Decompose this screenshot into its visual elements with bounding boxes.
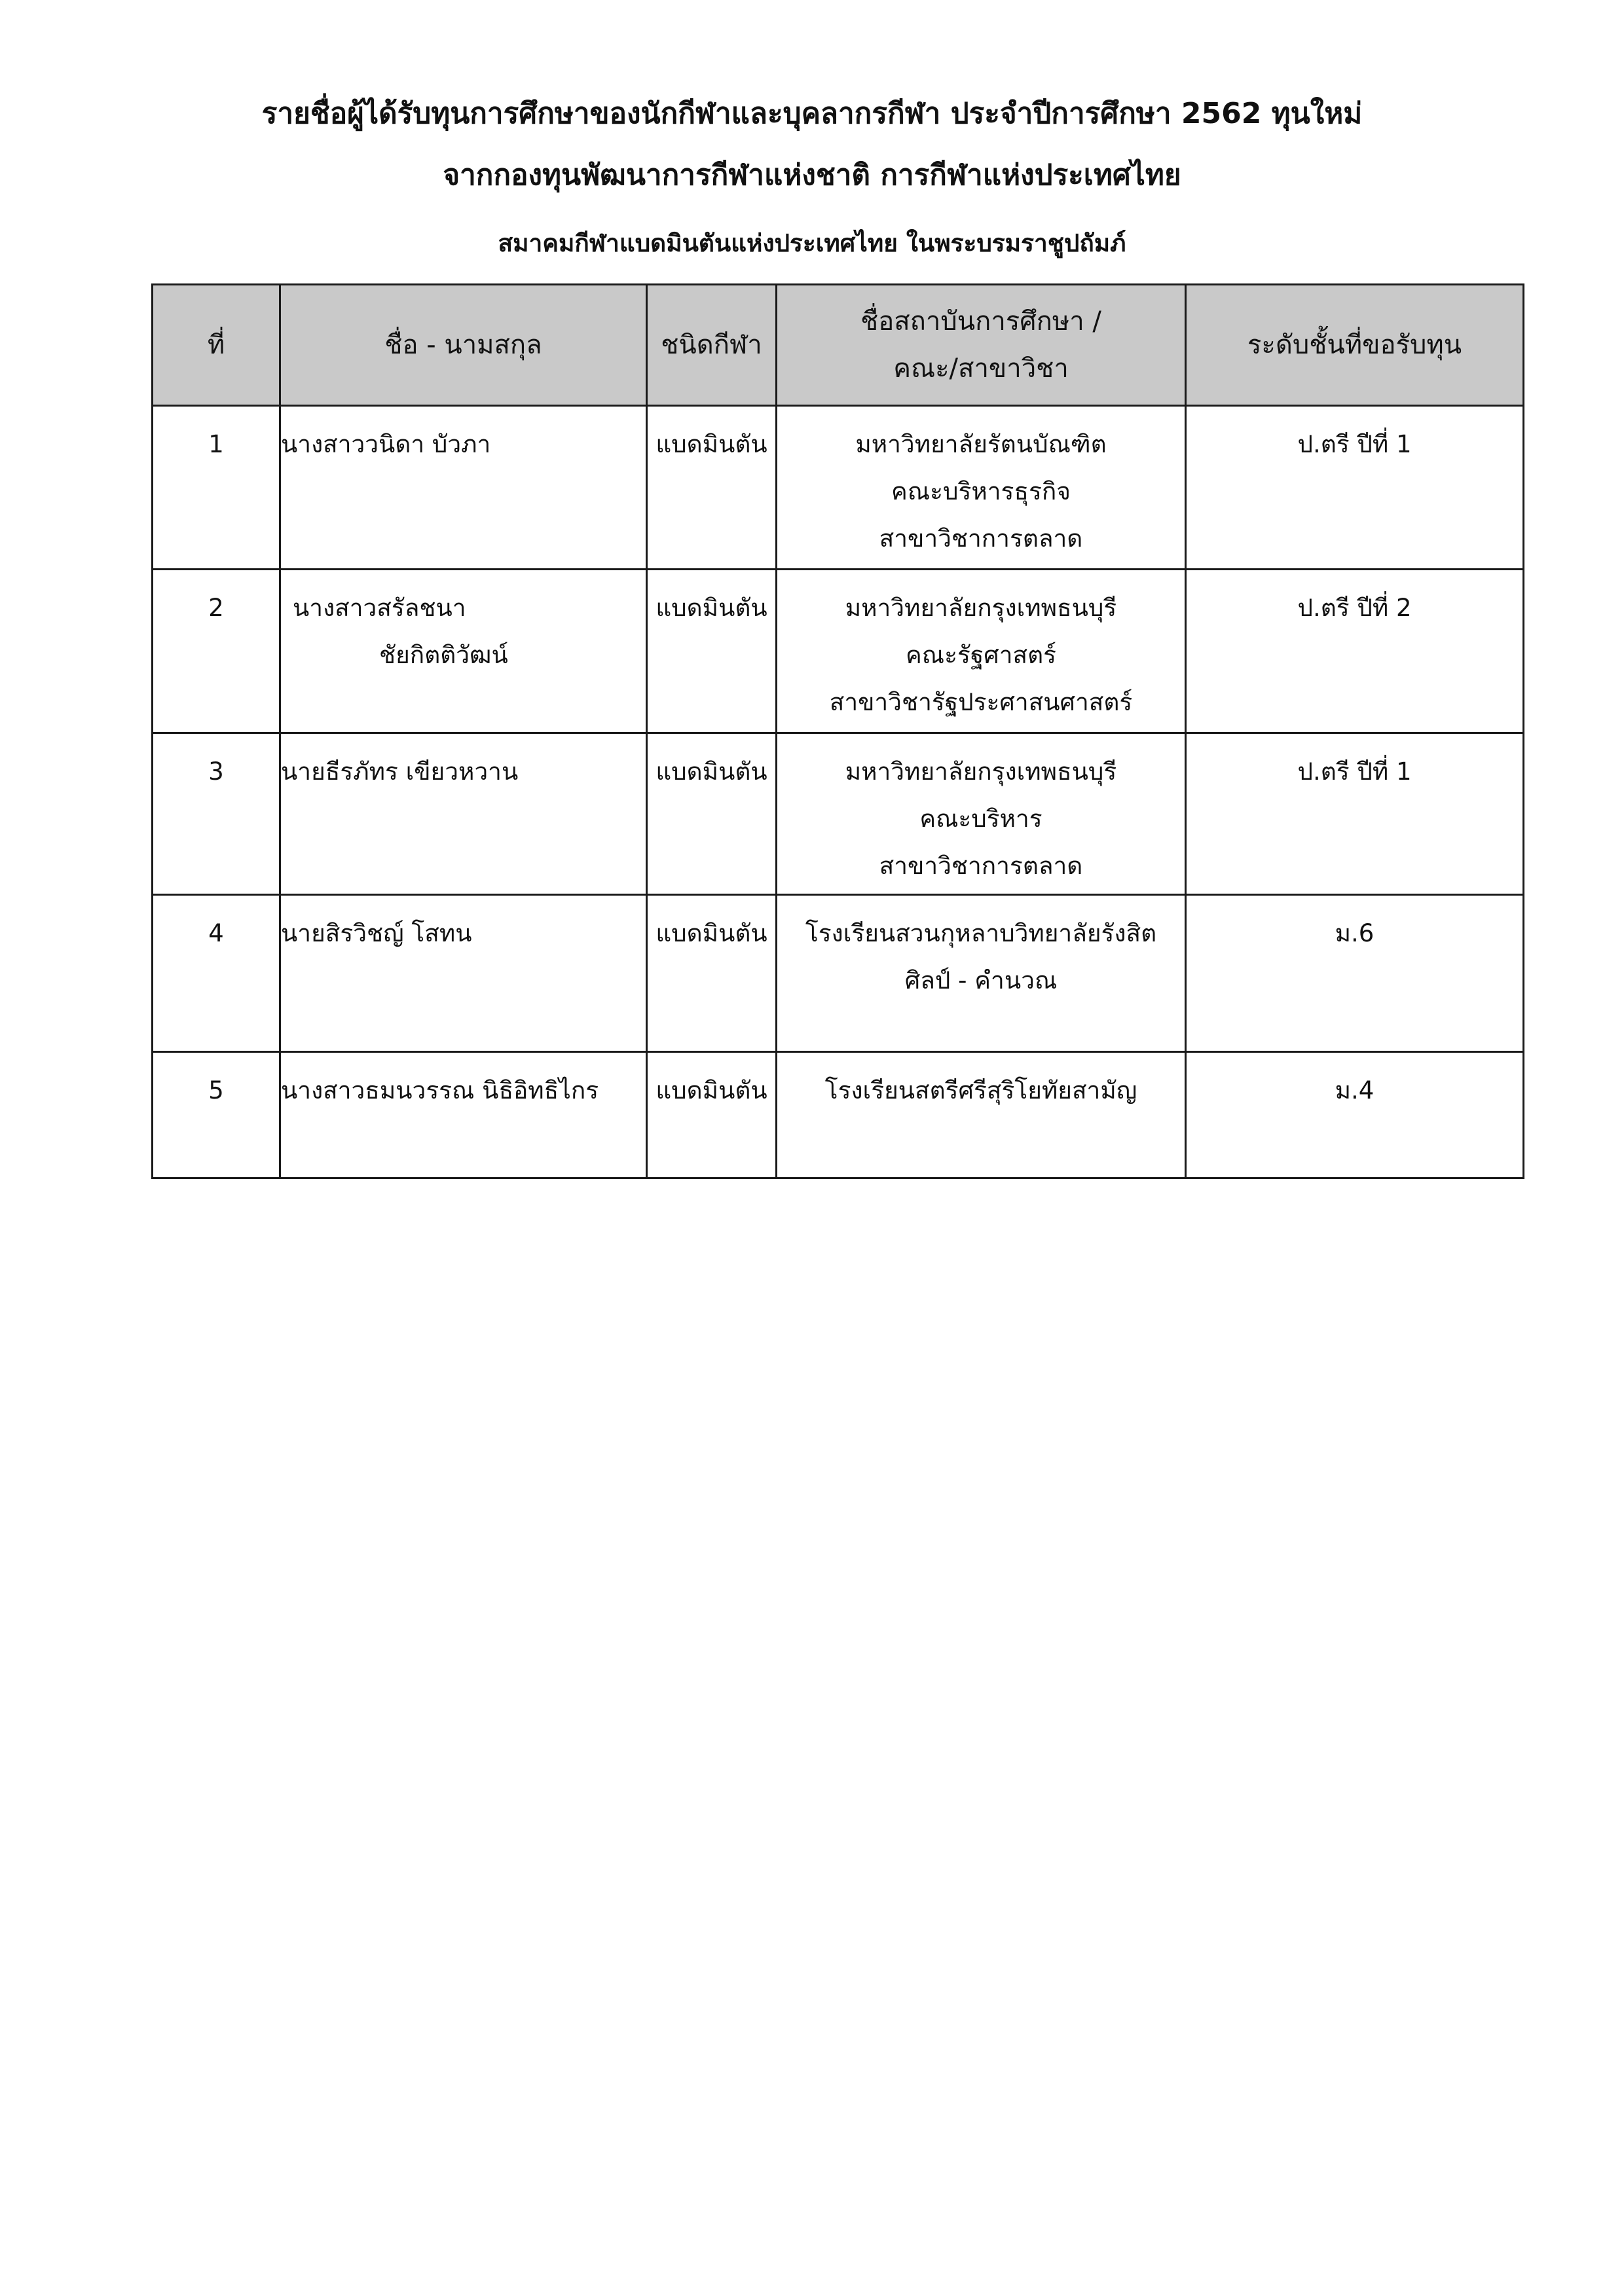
table-header: [153, 285, 1524, 406]
row-name: [280, 895, 647, 1052]
row-number-text: 1: [208, 430, 224, 458]
row-sport: [647, 570, 777, 733]
document-subtitle: จากกองทุนพัฒนาการกีฬาแห่งชาติ การกีฬาแห่งประเทศไทย: [443, 158, 1181, 192]
document-title: รายชื่อผู้ได้รับทุนการศึกษาของนักกีฬาและบุคลากรกีฬา ประจำปีการศึกษา 2562 ทุนใหม่: [261, 97, 1363, 130]
row-institution: [777, 1052, 1186, 1178]
column-header-sport: ชนิดกีฬา: [647, 285, 777, 406]
row-name-line: นางสาววนิดา บัวภา: [281, 430, 491, 458]
row-institution-line: คณะบริหาร: [919, 805, 1043, 833]
row-sport-text: แบดมินตัน: [655, 1076, 767, 1104]
row-name-line: นางสาวสรัลชนา: [293, 594, 466, 622]
row-institution-line: ศิลป์ - คำนวณ: [904, 966, 1058, 994]
row-level: [1186, 733, 1524, 895]
column-header-institution-line-1: ชื่อสถาบันการศึกษา /: [860, 306, 1101, 337]
row-institution-line: มหาวิทยาลัยรัตนบัณฑิต: [855, 430, 1107, 458]
row-institution-line: มหาวิทยาลัยกรุงเทพธนบุรี: [845, 594, 1117, 622]
column-header-name: ชื่อ - นามสกุล: [280, 285, 647, 406]
row-institution-line: มหาวิทยาลัยกรุงเทพธนบุรี: [845, 757, 1117, 786]
row-sport: [647, 1052, 777, 1178]
row-name-line: ชัยกิตติวัฒน์: [379, 641, 508, 669]
row-number: [153, 1052, 280, 1178]
row-sport-text: แบดมินตัน: [655, 919, 767, 947]
row-institution: [777, 406, 1186, 570]
row-institution-line: คณะรัฐศาสตร์: [906, 641, 1056, 669]
row-institution-line: คณะบริหารธุรกิจ: [891, 477, 1071, 505]
row-level: [1186, 895, 1524, 1052]
row-sport: [647, 733, 777, 895]
row-number: [153, 895, 280, 1052]
row-level: [1186, 1052, 1524, 1178]
row-institution: [777, 570, 1186, 733]
row-sport: [647, 406, 777, 570]
row-number-text: 3: [208, 757, 224, 786]
row-number-text: 2: [208, 594, 224, 622]
row-name: [280, 733, 647, 895]
table-row: [153, 570, 1524, 733]
row-sport: [647, 895, 777, 1052]
row-institution-line: สาขาวิชารัฐประศาสนศาสตร์: [829, 688, 1133, 716]
row-name-line: นายธีรภัทร เขียวหวาน: [281, 757, 519, 786]
header-row: [153, 285, 1524, 406]
column-header-institution-line-2: คณะ/สาขาวิชา: [893, 354, 1069, 384]
row-sport-text: แบดมินตัน: [655, 594, 767, 622]
row-level-text: ป.ตรี ปีที่ 1: [1297, 430, 1412, 458]
column-header-institution: [777, 285, 1186, 406]
row-number: [153, 406, 280, 570]
row-number-text: 5: [208, 1076, 224, 1104]
table-row: [153, 406, 1524, 570]
row-number: [153, 733, 280, 895]
row-name-line: นางสาวธมนวรรณ นิธิอิทธิไกร: [281, 1076, 599, 1104]
row-level-text: ม.6: [1335, 919, 1375, 947]
row-institution: [777, 895, 1186, 1052]
table-body: [153, 406, 1524, 1178]
row-level-text: ป.ตรี ปีที่ 2: [1297, 594, 1412, 622]
column-header-level: ระดับชั้นที่ขอรับทุน: [1186, 285, 1524, 406]
row-level: [1186, 570, 1524, 733]
row-level: [1186, 406, 1524, 570]
row-number: [153, 570, 280, 733]
association-name: สมาคมกีฬาแบดมินตันแห่งประเทศไทย ในพระบรมราชูปถัมภ์: [498, 229, 1126, 257]
table-row: [153, 733, 1524, 895]
scholarship-table: [151, 283, 1524, 1179]
column-header-number: ที่: [153, 285, 280, 406]
row-number-text: 4: [208, 919, 224, 947]
table-row: [153, 895, 1524, 1052]
table-row: [153, 1052, 1524, 1178]
row-institution-line: สาขาวิชาการตลาด: [879, 852, 1083, 880]
row-institution-line: โรงเรียนสตรีศรีสุริโยทัยสามัญ: [824, 1076, 1137, 1104]
row-sport-text: แบดมินตัน: [655, 757, 767, 786]
row-institution-line: สาขาวิชาการตลาด: [879, 524, 1083, 553]
row-institution-line: โรงเรียนสวนกุหลาบวิทยาลัยรังสิต: [805, 919, 1157, 947]
row-sport-text: แบดมินตัน: [655, 430, 767, 458]
row-name-line: นายสิรวิชญ์ โสทน: [281, 919, 472, 947]
row-level-text: ม.4: [1335, 1076, 1375, 1104]
row-level-text: ป.ตรี ปีที่ 1: [1297, 757, 1412, 786]
row-name: [280, 570, 647, 733]
row-name: [280, 1052, 647, 1178]
row-name: [280, 406, 647, 570]
row-institution: [777, 733, 1186, 895]
